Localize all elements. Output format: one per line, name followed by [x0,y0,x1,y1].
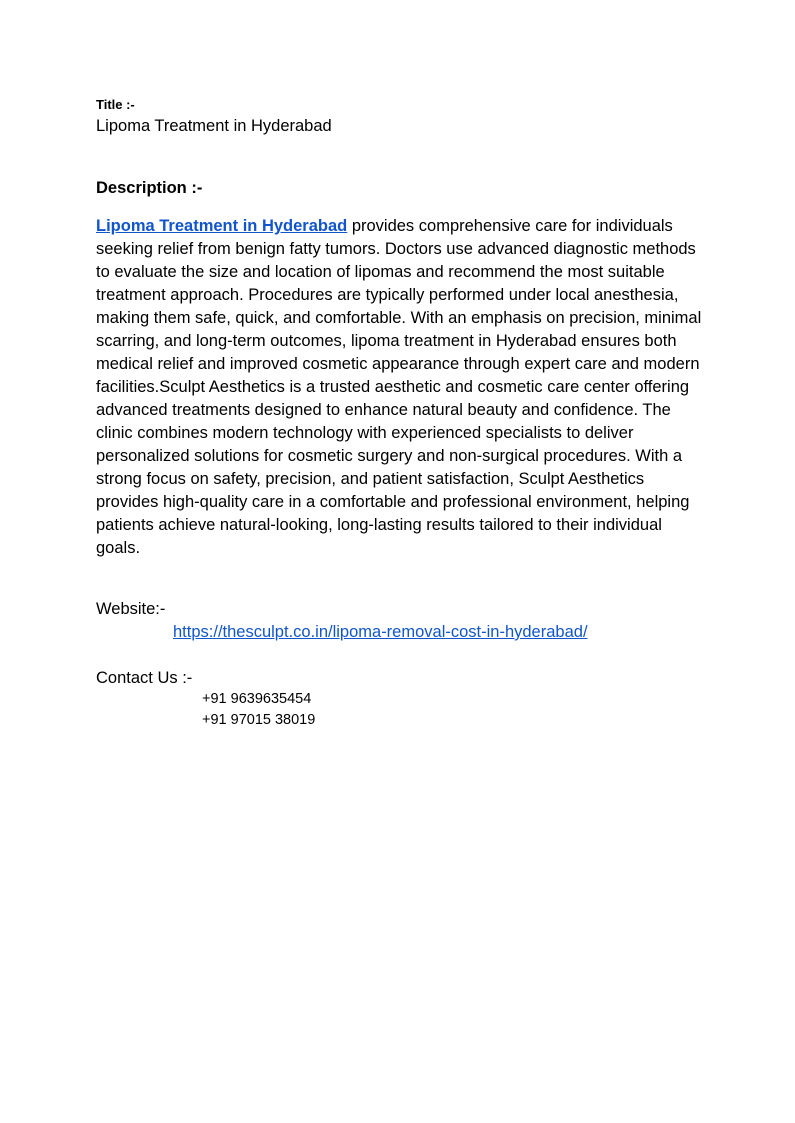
description-link[interactable]: Lipoma Treatment in Hyderabad [96,217,348,235]
description-text: provides comprehensive care for individuals seeking relief from benign fatty tumors. Doctors use advanced diagnostic methods to evaluate the size and location of lipomas and recommend the most suitable treatment approach. Procedures are typically performed under local anesthesia, making them safe, quick, and comfortable. With an emphasis on precision, minimal scarring, and long-term outcomes, lipoma treatment in Hyderabad ensures both medical relief and improved cosmetic appearance through expert care and modern facilities.Sculpt Aesthetics is a trusted aesthetic and cosmetic care center offering advanced treatments designed to enhance natural beauty and confidence. The clinic combines modern technology with experienced specialists to deliver personalized solutions for cosmetic surgery and non-surgical procedures. With a strong focus on safety, precision, and patient satisfaction, Sculpt Aesthetics provides high-quality care in a comfortable and professional environment, helping patients achieve natural-looking, long-lasting results tailored to their individual goals. [96,217,702,557]
page-title: Lipoma Treatment in Hyderabad [96,117,332,135]
description-label: Description :- [96,179,203,197]
description-paragraph [96,215,706,560]
website-label: Website:- [96,600,166,618]
phone-number-1: +91 9639635454 [202,691,312,707]
phone-number-2: +91 97015 38019 [202,712,316,728]
title-label: Title :- [96,97,135,112]
contact-label: Contact Us :- [96,669,193,687]
website-link[interactable]: https://thesculpt.co.in/lipoma-removal-cost-in-hyderabad/ [173,623,588,641]
